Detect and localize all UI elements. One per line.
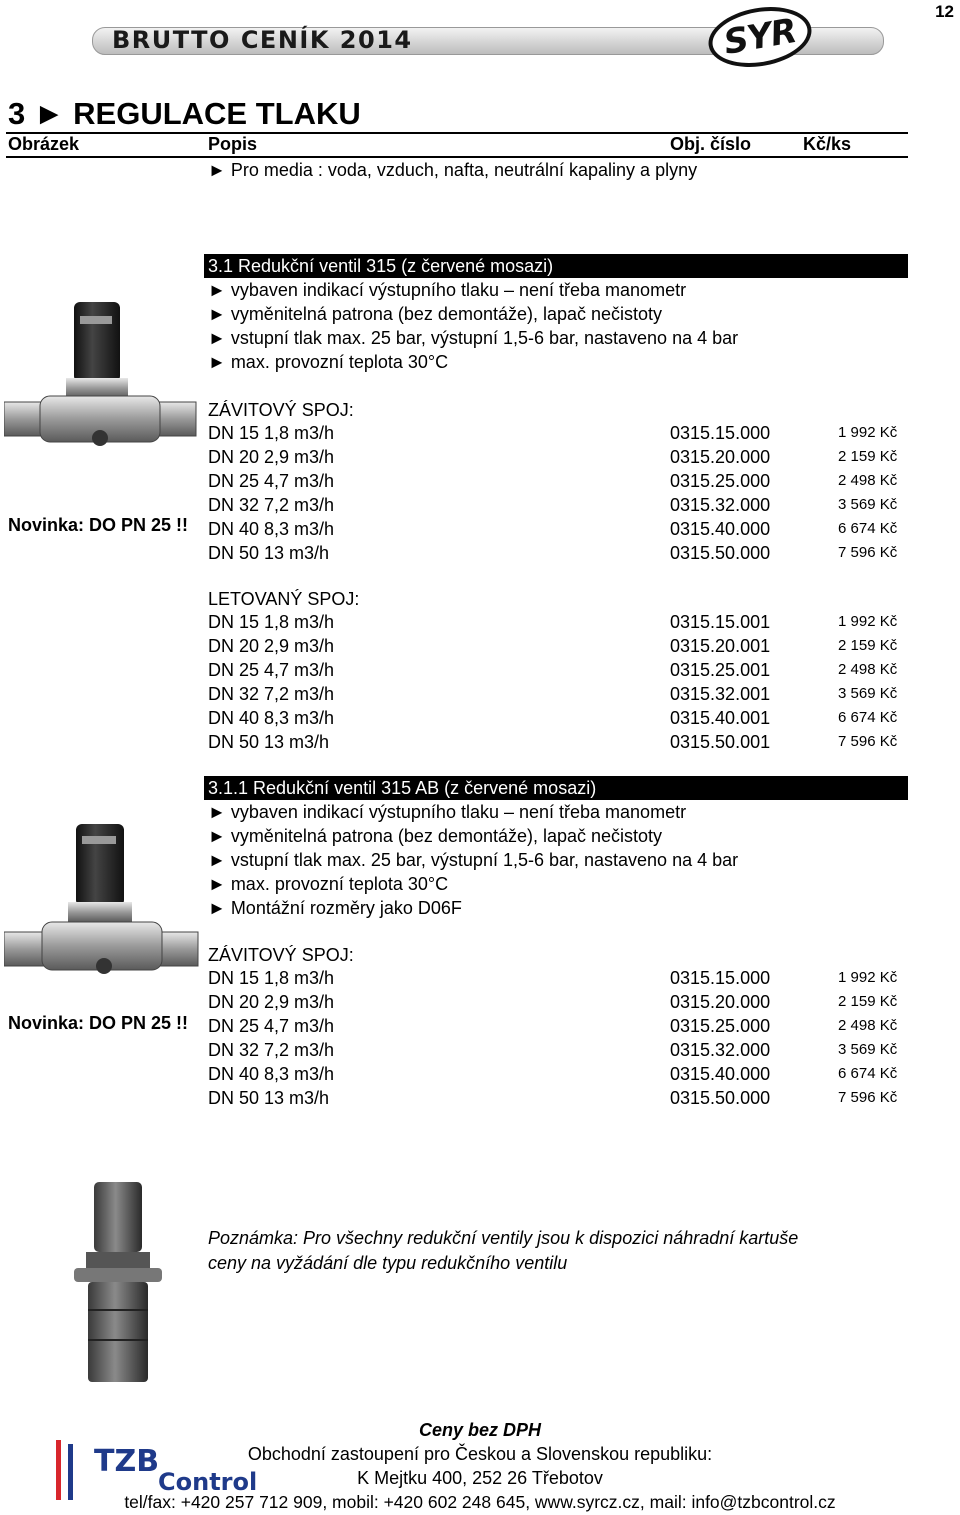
footer-line-1: Obchodní zastoupení pro Českou a Slovenskou republiku: [247,1444,713,1464]
row-price: 3 569 Kč [838,685,898,702]
row-price: 2 498 Kč [838,661,898,678]
cartridge-image [70,1180,166,1386]
note-line-2: ceny na vyžádání dle typu redukčního ventilu [208,1253,568,1273]
row-desc: DN 32 7,2 m3/h [208,1040,335,1060]
row-desc: DN 15 1,8 m3/h [208,968,335,988]
row-price: 7 596 Kč [838,544,898,561]
product1-feature: ► vyměnitelná patrona (bez demontáže), lapač nečistoty [208,304,663,324]
row-desc: DN 25 4,7 m3/h [208,1016,335,1036]
note-line-1: Poznámka: Pro všechny redukční ventily jsou k dispozici náhradní kartuše [208,1228,799,1248]
row-price: 6 674 Kč [838,1065,898,1082]
row-price: 7 596 Kč [838,1089,898,1106]
footer-line-3: tel/fax: +420 257 712 909, mobil: +420 602 248 645, www.syrcz.cz, mail: info@tzbcontrol.cz [124,1492,836,1512]
col-header-price: Kč/ks [803,134,852,154]
product1-title: 3.1 Redukční ventil 315 (z červené mosazi) [204,254,908,278]
row-desc: DN 20 2,9 m3/h [208,447,335,467]
row-code: 0315.20.001 [670,636,771,656]
row-price: 2 498 Kč [838,1017,898,1034]
row-desc: DN 20 2,9 m3/h [208,636,335,656]
product2-feature: ► Montážní rozměry jako D06F [208,898,462,918]
novinka-label-1: Novinka: DO PN 25 !! [8,515,189,535]
row-desc: DN 40 8,3 m3/h [208,519,335,539]
media-note: ► Pro media : voda, vzduch, nafta, neutrální kapaliny a plyny [208,160,698,180]
product1-feature: ► vstupní tlak max. 25 bar, výstupní 1,5-6 bar, nastaveno na 4 bar [208,328,739,348]
group-label-threaded-2: ZÁVITOVÝ SPOJ: [208,945,354,965]
row-price: 1 992 Kč [838,969,898,986]
row-desc: DN 15 1,8 m3/h [208,612,335,632]
novinka-label-2: Novinka: DO PN 25 !! [8,1013,189,1033]
row-desc: DN 25 4,7 m3/h [208,660,335,680]
col-header-desc: Popis [208,134,258,154]
product2-feature: ► vyměnitelná patrona (bez demontáže), lapač nečistoty [208,826,663,846]
row-desc: DN 20 2,9 m3/h [208,992,335,1012]
row-code: 0315.25.000 [670,471,771,491]
row-code: 0315.15.000 [670,423,771,443]
product1-feature: ► max. provozní teplota 30°C [208,352,449,372]
row-price: 2 498 Kč [838,472,898,489]
product2-feature: ► vybaven indikací výstupního tlaku – není třeba manometr [208,802,687,822]
row-price: 3 569 Kč [838,496,898,513]
row-desc: DN 40 8,3 m3/h [208,708,335,728]
prices-note: Ceny bez DPH [418,1420,542,1440]
row-price: 1 992 Kč [838,424,898,441]
footer-line-2: K Mejtku 400, 252 26 Třebotov [357,1468,603,1488]
row-desc: DN 32 7,2 m3/h [208,495,335,515]
row-price: 2 159 Kč [838,448,898,465]
syr-logo-text: SYR [720,11,800,63]
product1-feature: ► vybaven indikací výstupního tlaku – není třeba manometr [208,280,687,300]
syr-logo [704,0,816,75]
row-desc: DN 25 4,7 m3/h [208,471,335,491]
control-logo-text: Control [158,1468,258,1496]
row-price: 2 159 Kč [838,637,898,654]
row-code: 0315.40.001 [670,708,771,728]
row-price: 2 159 Kč [838,993,898,1010]
row-price: 3 569 Kč [838,1041,898,1058]
row-price: 7 596 Kč [838,733,898,750]
row-code: 0315.32.000 [670,495,771,515]
row-desc: DN 15 1,8 m3/h [208,423,335,443]
row-code: 0315.20.000 [670,992,771,1012]
valve-315ab-image [4,820,200,980]
group-label-threaded: ZÁVITOVÝ SPOJ: [208,400,354,420]
row-code: 0315.15.001 [670,612,771,632]
row-code: 0315.40.000 [670,519,771,539]
row-desc: DN 50 13 m3/h [208,543,330,563]
banner-title: BRUTTO CENÍK 2014 [112,26,413,54]
row-price: 1 992 Kč [838,613,898,630]
product2-title: 3.1.1 Redukční ventil 315 AB (z červené mosazi) [204,776,908,800]
row-code: 0315.50.000 [670,1088,771,1108]
header-rule-top [6,132,908,134]
row-code: 0315.15.000 [670,968,771,988]
row-code: 0315.20.000 [670,447,771,467]
note [208,1226,798,1276]
tzb-logo-text: TZB [94,1444,160,1479]
product2-feature: ► vstupní tlak max. 25 bar, výstupní 1,5-6 bar, nastaveno na 4 bar [208,850,739,870]
row-desc: DN 50 13 m3/h [208,1088,330,1108]
row-code: 0315.40.000 [670,1064,771,1084]
group-label-soldered: LETOVANÝ SPOJ: [208,589,360,609]
row-code: 0315.32.001 [670,684,771,704]
col-header-image: Obrázek [8,134,80,154]
row-desc: DN 40 8,3 m3/h [208,1064,335,1084]
row-code: 0315.50.001 [670,732,771,752]
page-number: 12 [935,2,954,21]
row-code: 0315.50.000 [670,543,771,563]
row-desc: DN 50 13 m3/h [208,732,330,752]
product2-feature: ► max. provozní teplota 30°C [208,874,449,894]
row-code: 0315.25.001 [670,660,771,680]
col-header-code: Obj. číslo [670,134,752,154]
row-price: 6 674 Kč [838,520,898,537]
valve-315-image [4,298,200,458]
section-title: 3 ► REGULACE TLAKU [8,96,361,131]
row-code: 0315.25.000 [670,1016,771,1036]
row-desc: DN 32 7,2 m3/h [208,684,335,704]
row-price: 6 674 Kč [838,709,898,726]
row-code: 0315.32.000 [670,1040,771,1060]
